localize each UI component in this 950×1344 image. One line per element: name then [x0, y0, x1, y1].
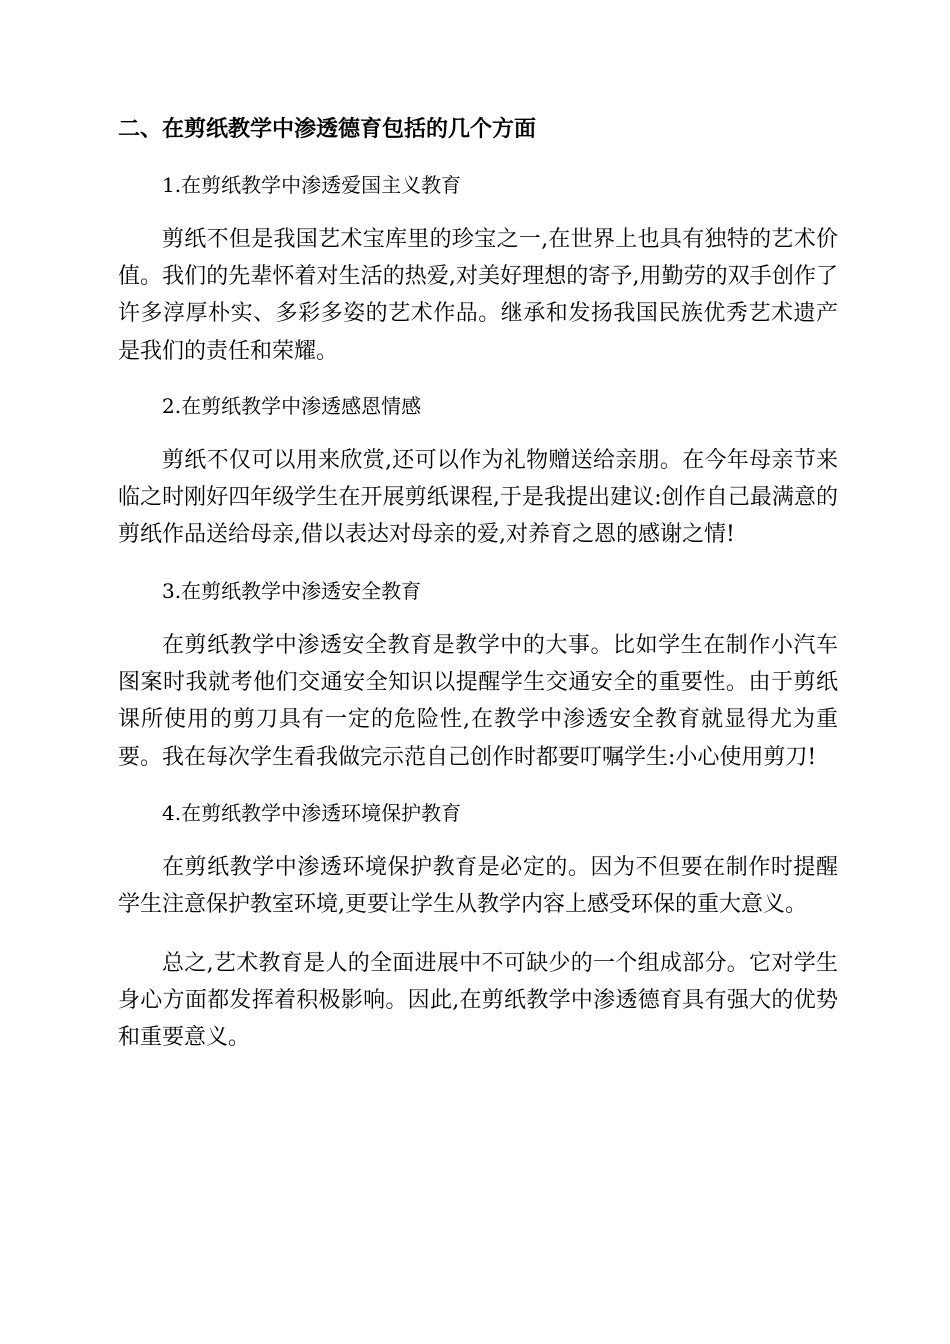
subsection-title-3: 3.在剪纸教学中渗透安全教育 [162, 579, 422, 603]
subsection-title-1: 1.在剪纸教学中渗透爱国主义教育 [162, 173, 462, 197]
subsection-title-4: 4.在剪纸教学中渗透环境保护教育 [162, 801, 462, 825]
section-heading: 二、在剪纸教学中渗透德育包括的几个方面 [118, 117, 537, 142]
subsection-body-3: 在剪纸教学中渗透安全教育是教学中的大事。比如学生在制作小汽车图案时我就考他们交通安全知识以提醒学生交通安全的重要性。由于剪纸课所使用的剪刀具有一定的危险性,在教学中渗透安全教育就显得尤为重要。我在每次学生看我做完示范自己创作时都要叮嘱学生:小心使用剪刀! [118, 633, 838, 770]
subsection-body-1: 剪纸不但是我国艺术宝库里的珍宝之一,在世界上也具有独特的艺术价值。我们的先辈怀着对生活的热爱,对美好理想的寄予,用勤劳的双手创作了许多淳厚朴实、多彩多姿的艺术作品。继承和发扬我国民族优秀艺术遗产是我们的责任和荣耀。 [118, 227, 838, 364]
subsection-title-2: 2.在剪纸教学中渗透感恩情感 [162, 394, 422, 418]
subsection-body-2: 剪纸不仅可以用来欣赏,还可以作为礼物赠送给亲朋。在今年母亲节来临之时刚好四年级学生在开展剪纸课程,于是我提出建议:创作自己最满意的剪纸作品送给母亲,借以表达对母亲的爱,对养育之恩的感谢之情! [118, 448, 838, 548]
conclusion-paragraph: 总之,艺术教育是人的全面进展中不可缺少的一个组成部分。它对学生身心方面都发挥着积极影响。因此,在剪纸教学中渗透德育具有强大的优势和重要意义。 [118, 951, 838, 1051]
subsection-body-4: 在剪纸教学中渗透环境保护教育是必定的。因为不但要在制作时提醒学生注意保护教室环境,更要让学生从教学内容上感受环保的重大意义。 [118, 855, 838, 918]
